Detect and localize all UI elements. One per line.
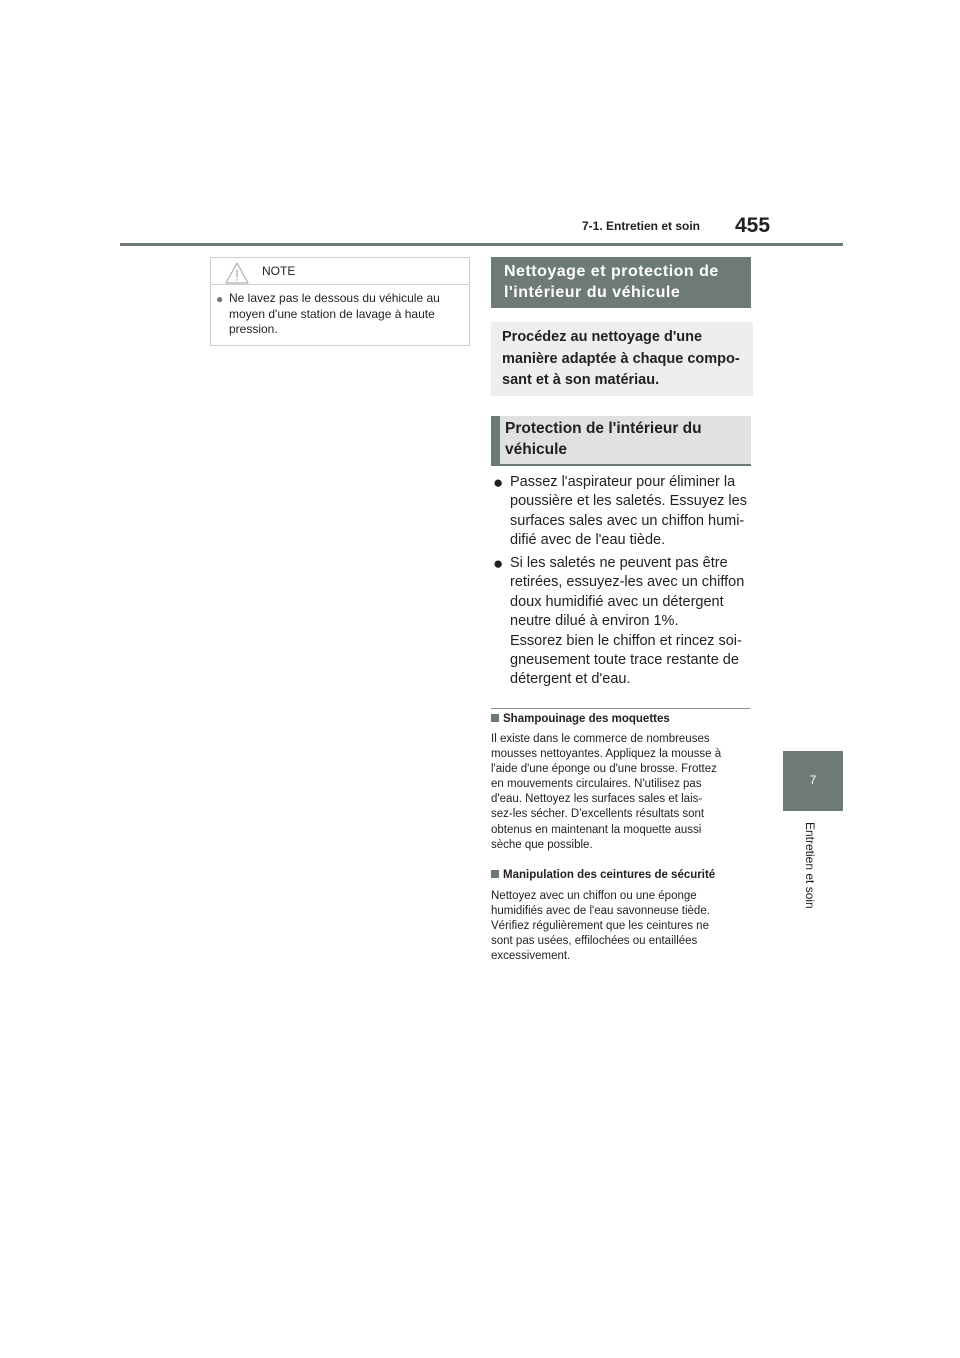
note-label: NOTE (262, 264, 296, 278)
note-header (210, 257, 470, 285)
intro-line: sant et à son matériau. (502, 372, 660, 388)
paragraph-line: Il existe dans le commerce de nombreuses (491, 733, 710, 745)
sub-heading-line: Protection de l'intérieur du (505, 420, 702, 437)
note-line: Ne lavez pas le dessous du véhicule au (229, 291, 440, 305)
paragraph-line: en mouvements circulaires. N'utilisez pas (491, 778, 702, 791)
paragraph-line: Nettoyez avec un chiffon ou une éponge (491, 890, 697, 902)
paragraph-line: sèche que possible. (491, 838, 593, 851)
main-heading-line: l'intérieur du véhicule (504, 284, 681, 301)
sub-heading (491, 416, 751, 466)
bullet-line: gneusement toute trace restante de (510, 652, 739, 669)
paragraph-line: excessivement. (491, 950, 571, 963)
intro-box (491, 322, 753, 396)
divider (491, 708, 750, 709)
intro-line: manière adaptée à chaque compo- (502, 350, 740, 367)
bullet-line: neutre dilué à environ 1%. (510, 613, 679, 630)
bullet-line: détergent et d'eau. (510, 671, 631, 688)
note-subheading-text: Manipulation des ceintures de sécurité (503, 869, 716, 881)
bullet-line: doux humidifié avec un détergent (510, 593, 724, 610)
intro-line: Procédez au nettoyage d'une (502, 329, 703, 345)
bullet-line: Si les saletés ne peuvent pas être (510, 555, 728, 571)
section-title: 7-1. Entretien et soin (581, 219, 700, 233)
page-number: 455 (735, 214, 771, 237)
note-line: pression. (229, 322, 278, 336)
note-subheading (491, 713, 670, 725)
note-line: moyen d'une station de lavage à haute (229, 306, 435, 321)
bullet-line: surfaces sales avec un chiffon humi- (510, 512, 745, 529)
paragraph-line: humidifiés avec de l'eau savonneuse tiède. (491, 905, 710, 918)
bullet-line: retirées, essuyez-les avec un chiffon (510, 574, 745, 591)
note-paragraph (491, 889, 753, 964)
bullet-text (510, 554, 755, 690)
bullet-line: Essorez bien le chiffon et rincez soi- (510, 632, 742, 649)
note-paragraph (491, 732, 753, 853)
bullet-icon: ● (493, 554, 504, 573)
paragraph-line: Vérifiez régulièrement que les ceintures ne (491, 920, 709, 933)
paragraph-line: mousses nettoyantes. Appliquez la mousse à (491, 748, 722, 761)
header-rule (120, 243, 843, 246)
paragraph-line: d'eau. Nettoyez les surfaces sales et lais- (491, 793, 703, 806)
chapter-side-label-text: Entretien et soin (803, 822, 817, 909)
warning-triangle-icon (225, 262, 249, 284)
bullet-line: difié avec de l'eau tiède. (510, 532, 666, 549)
note-subheading (491, 869, 715, 881)
bullet-line: Passez l'aspirateur pour éliminer la (510, 474, 736, 490)
chapter-side-label (803, 822, 825, 932)
main-heading-line: Nettoyage et protection de (504, 263, 719, 280)
square-bullet-icon (491, 714, 499, 722)
paragraph-line: sont pas usées, effilochées ou entaillées (491, 935, 698, 948)
bullet-line: poussière et les saletés. Essuyez les (510, 493, 747, 510)
paragraph-line: l'aide d'une éponge ou d'une brosse. Frottez (491, 763, 717, 776)
main-heading (491, 257, 751, 308)
note-text (229, 291, 465, 338)
bullet-icon: ● (493, 473, 504, 492)
chapter-tab-number: 7 (809, 773, 817, 787)
square-bullet-icon (491, 870, 499, 878)
paragraph-line: obtenus en maintenant la moquette aussi (491, 823, 702, 836)
note-subheading-text: Shampouinage des moquettes (503, 713, 670, 725)
note-bullet-icon: ● (216, 292, 224, 306)
paragraph-line: sez-les sécher. D'excellents résultats sont (491, 808, 705, 821)
sub-heading-line: véhicule (505, 441, 568, 458)
bullet-text (510, 473, 755, 551)
